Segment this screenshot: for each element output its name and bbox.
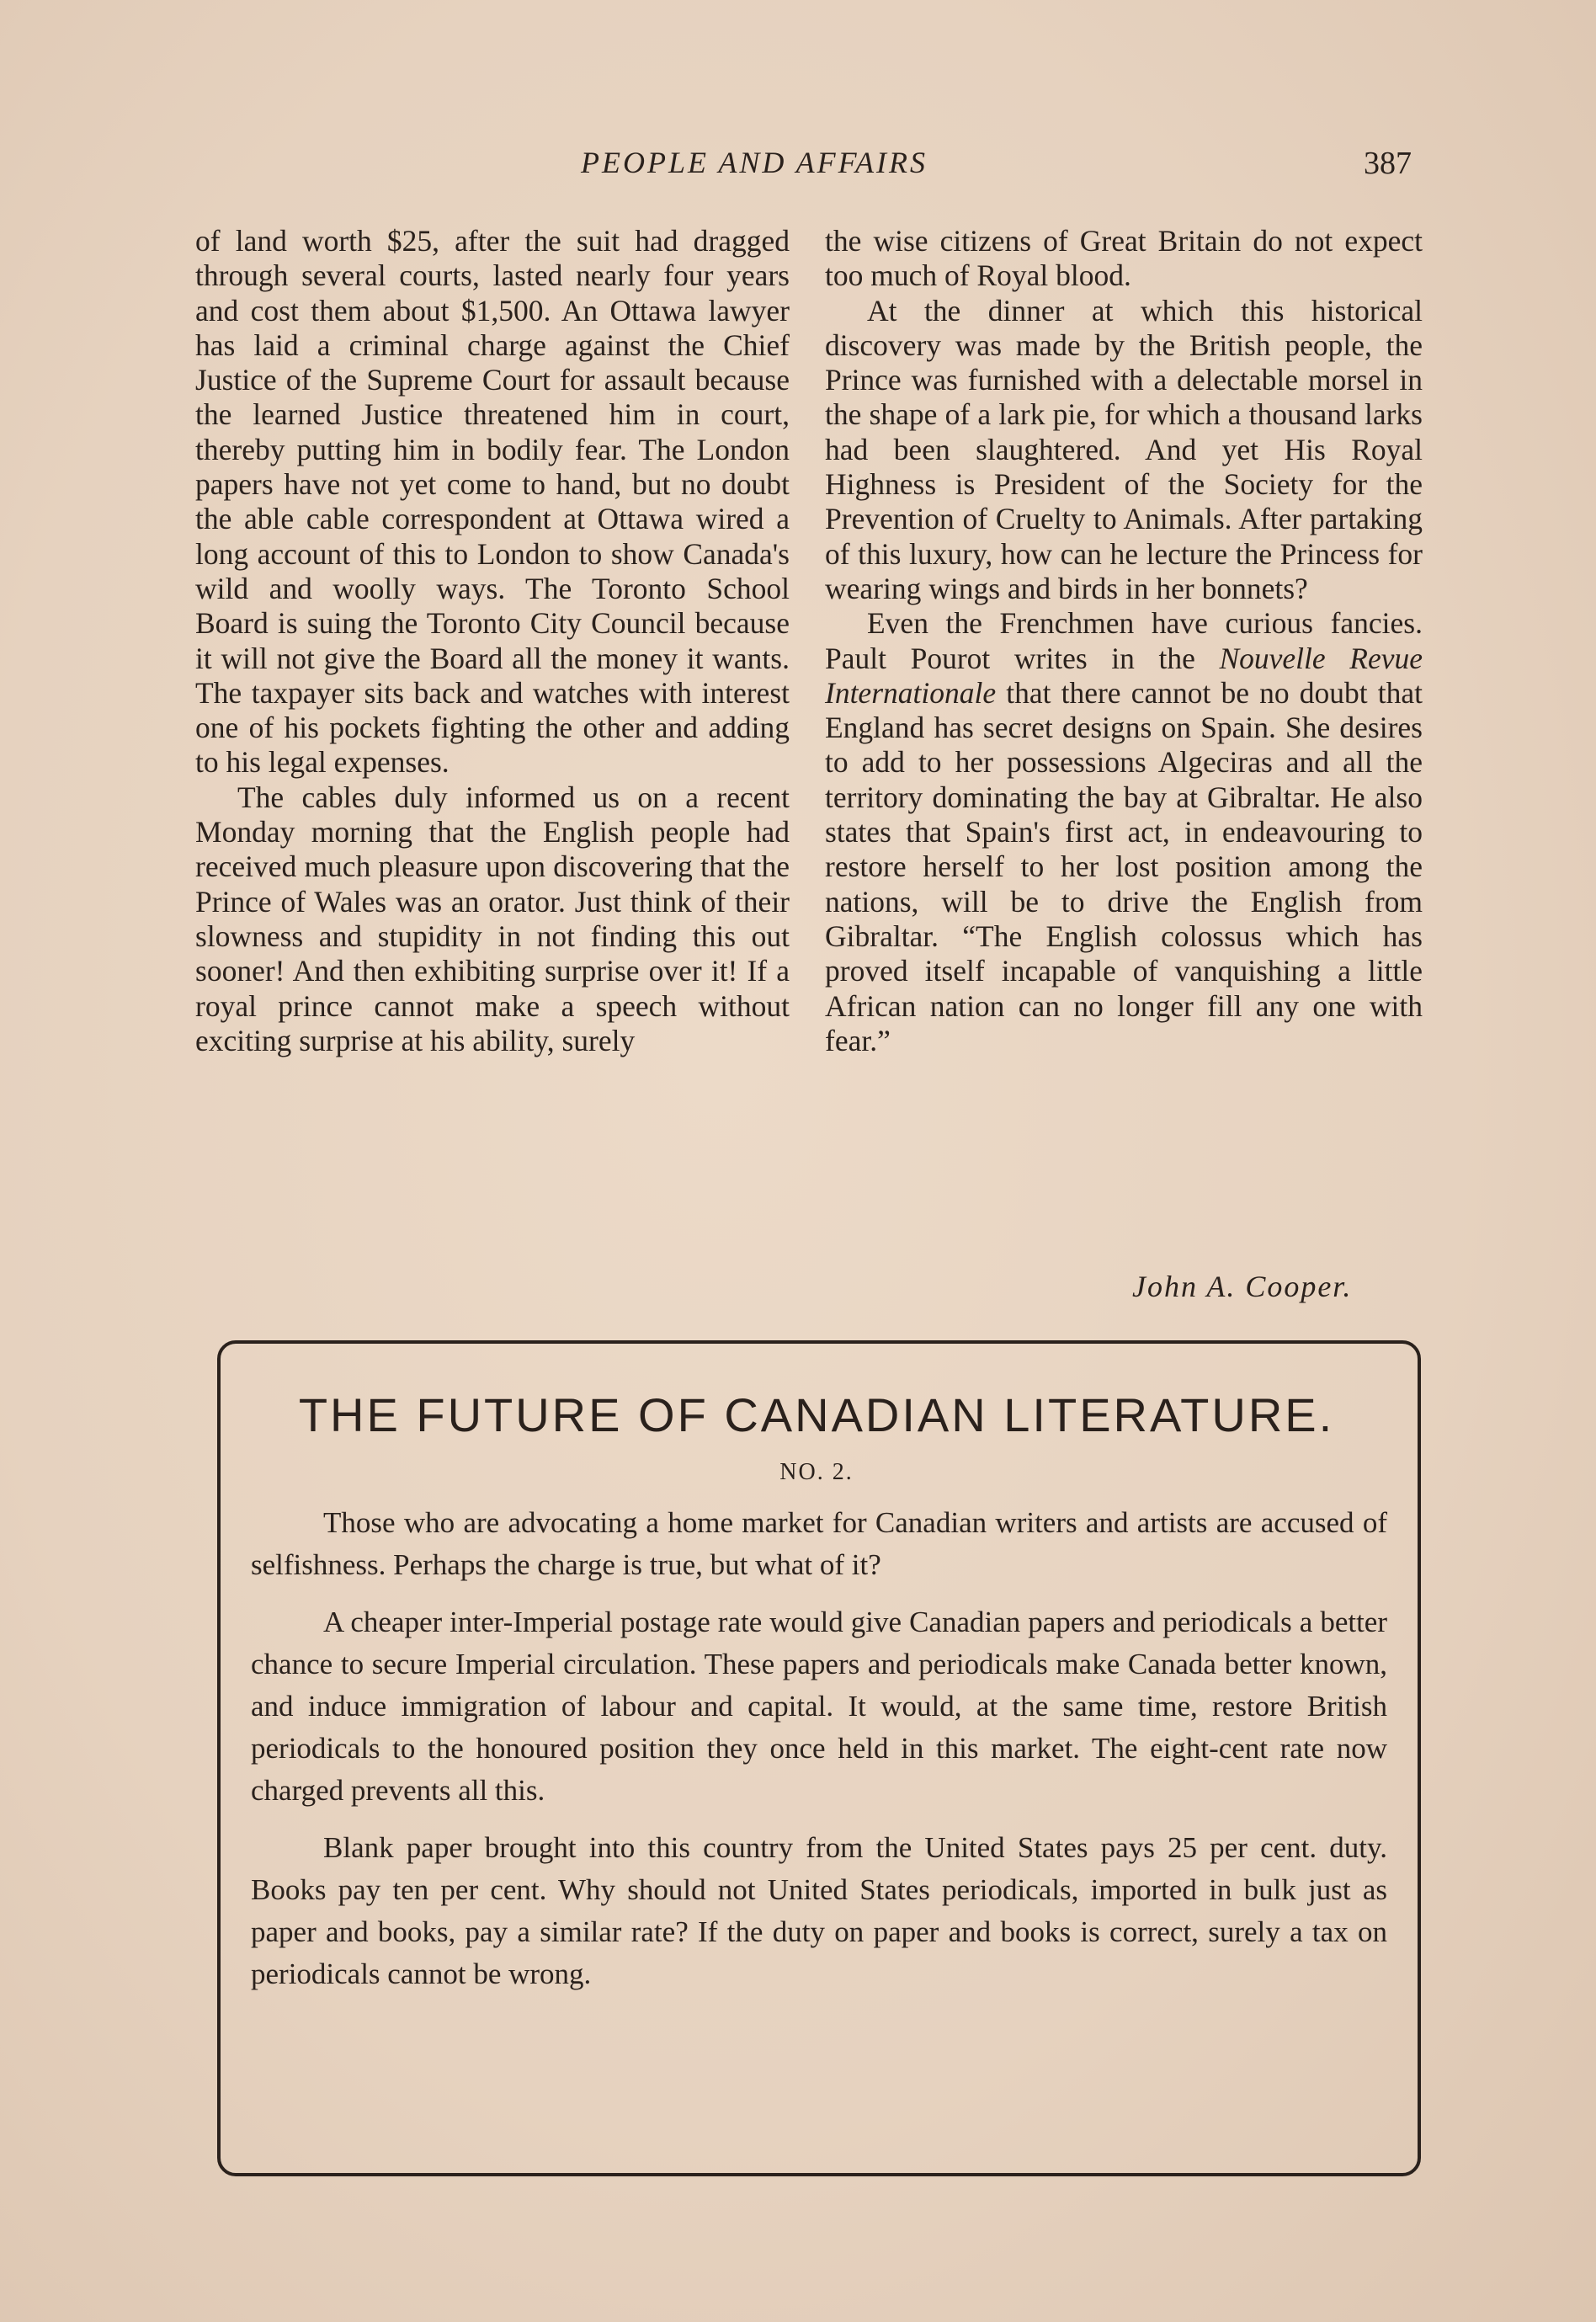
article-paragraph-1: Those who are advocating a home market for Canadian writers and artists are accused of selfishness. Perhaps the charge is true, but what of it? (251, 1506, 1387, 1581)
paragraph-text-after: that there cannot be no doubt that England has secret designs on Spain. She desires to add to her possessions Algeciras and all the territory dominating the bay at Gibraltar. He also states that Spain's first act, in endeavouring to restore herself to her lost position among the nations, will be to drive the English from Gibraltar. “The English colossus which has proved itself incapable of vanquishing a little African nation can no longer fill any one with fear.” (825, 675, 1423, 1057)
running-head: PEOPLE AND AFFAIRS (581, 146, 928, 179)
left-paragraph-1: of land worth $25, after the suit had dragged through several courts, lasted nearly four years and cost them about $1,500. An Ottawa lawyer has laid a criminal charge against the Chief Justice of the Supreme Court for assault because the learned Justice threatened him in court, thereby putting him in bodily fear. The London papers have not yet come to hand, but no doubt the able cable correspondent at Ottawa wired a long account of this to London to show Canada's wild and woolly ways. The Toronto School Board is suing the Toronto City Council because it will not give the Board all the money it wants. The taxpayer sits back and watches with interest one of his pockets fighting the other and adding to his legal expenses. (195, 224, 790, 780)
article-paragraph-3: Blank paper brought into this country from the United States pays 25 per cent. duty. Books pay ten per cent. Why should not United States periodicals, imported in bulk just as paper and books, pay a similar rate? If the duty on paper and books is correct, surely a tax on periodicals cannot be wrong. (251, 1831, 1387, 1990)
right-paragraph-3 (825, 606, 1423, 1058)
right-paragraph-1: the wise citizens of Great Britain do not expect too much of Royal blood. (825, 224, 1423, 293)
journal-title: Nouvelle Revue Internationale (825, 641, 1423, 710)
article-subtitle: NO. 2. (779, 1459, 854, 1485)
article-body (251, 1502, 1387, 2010)
right-paragraph-2: At the dinner at which this historical discovery was made by the British people, the Prince was furnished with a delectable morsel in the shape of a lark pie, for which a thousand larks had been slaughtered. And yet His Royal Highness is President of the Society for the Prevention of Cruelty to Animals. After partaking of this luxury, how can he lecture the Princess for wearing wings and birds in her bonnets? (825, 293, 1423, 605)
paragraph-text-before: Even the Frenchmen have curious fancies. Pault Pourot writes in the (825, 606, 1423, 675)
page-number: 387 (1364, 146, 1412, 181)
right-column (825, 224, 1423, 1058)
article-paragraph-2: A cheaper inter-Imperial postage rate would give Canadian papers and periodicals a better chance to secure Imperial circulation. These papers and periodicals make Canada better known, and induce immigration of labour and capital. It would, at the same time, restore British periodicals to the honoured position they once held in this market. The eight-cent rate now charged prevents all this. (251, 1606, 1387, 1807)
left-column (195, 224, 790, 1058)
left-paragraph-2: The cables duly informed us on a recent Monday morning that the English people had received much pleasure upon discovering that the Prince of Wales was an orator. Just think of their slowness and stupidity in not finding this out sooner! And then exhibiting surprise over it! If a royal prince cannot make a speech without exciting surprise at his ability, surely (195, 780, 790, 1057)
article-title: THE FUTURE OF CANADIAN LITERATURE. (298, 1388, 1335, 1441)
author-signature: John A. Cooper. (1132, 1270, 1353, 1303)
